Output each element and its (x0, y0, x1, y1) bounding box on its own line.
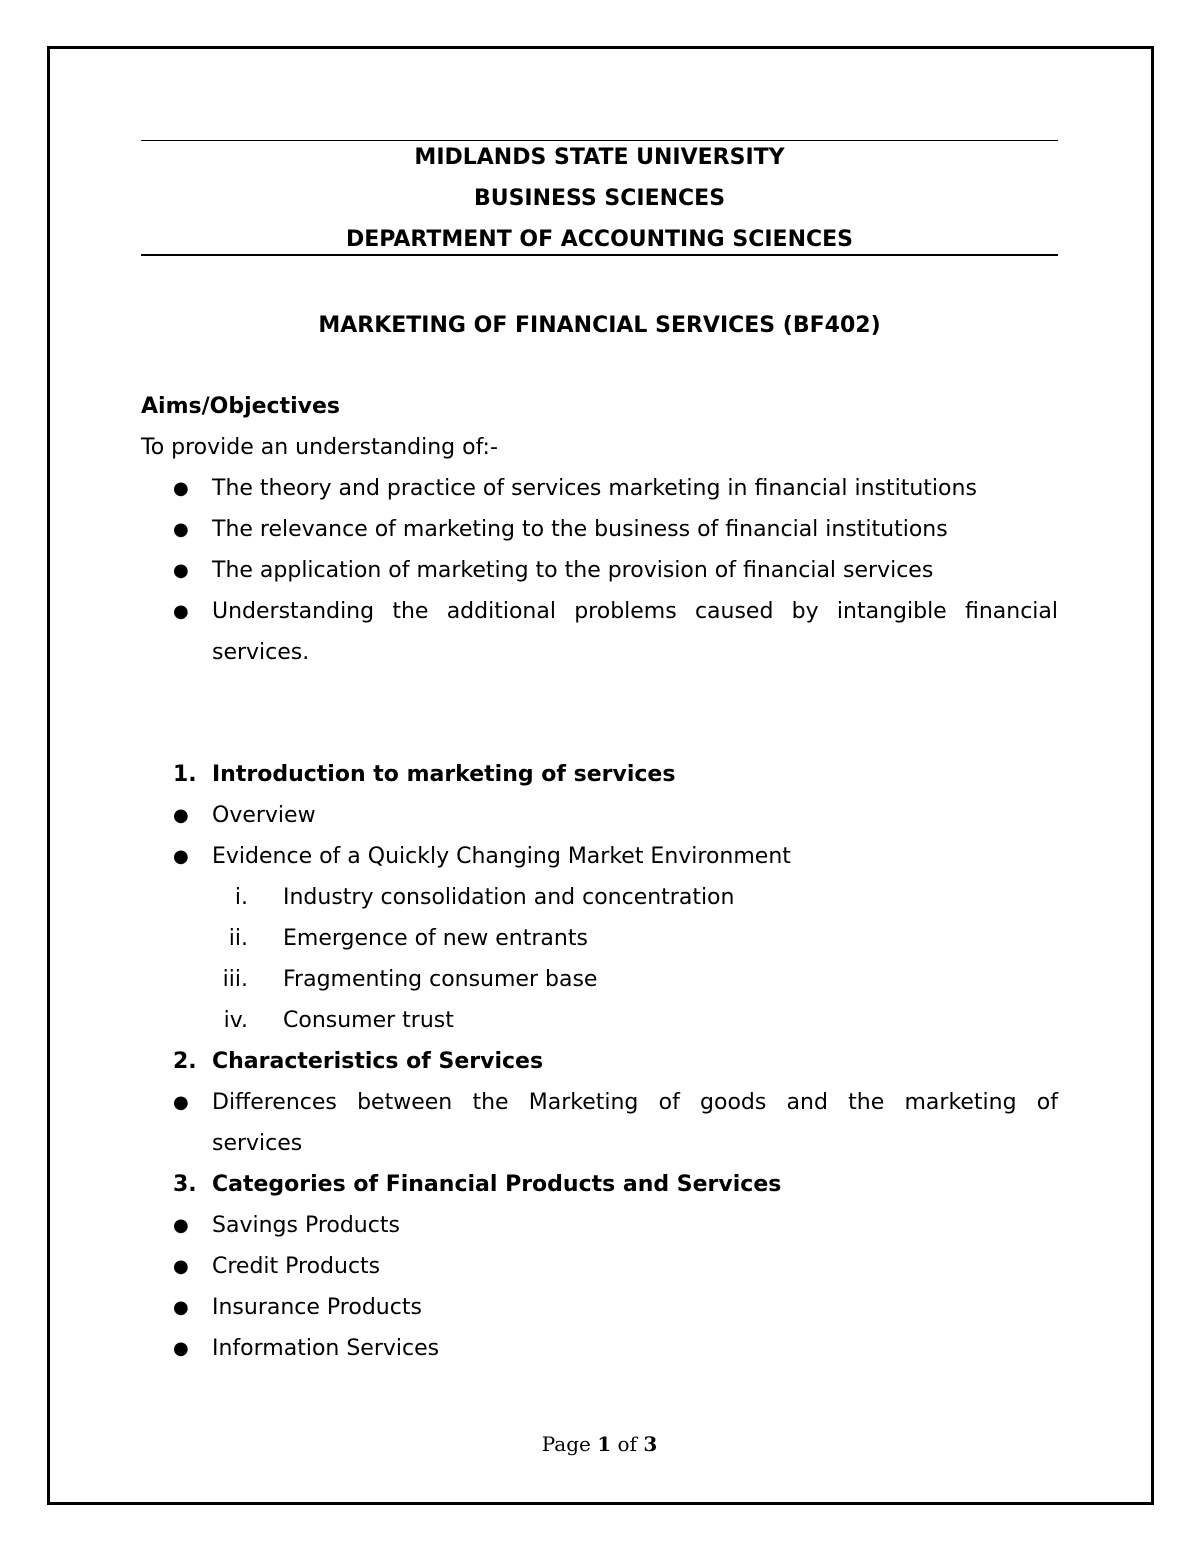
bullet-icon: ● (173, 601, 189, 622)
bullet-icon: ● (173, 1338, 189, 1359)
list-item: Credit Products (212, 1254, 381, 1279)
roman-numeral: i. (234, 885, 248, 910)
list-item: The relevance of marketing to the business of financial institutions (212, 517, 948, 542)
list-item-continuation: services (212, 1131, 303, 1156)
list-item: The theory and practice of services marketing in financial institutions (212, 476, 977, 501)
university-name: MIDLANDS STATE UNIVERSITY (414, 145, 785, 170)
bullet-icon: ● (173, 519, 189, 540)
section-title: Characteristics of Services (212, 1049, 544, 1074)
bullet-icon: ● (173, 1092, 189, 1113)
section-number: 2. (173, 1049, 197, 1074)
header-bottom-rule (141, 254, 1058, 256)
page-label: Page (541, 1432, 591, 1456)
bullet-icon: ● (173, 1297, 189, 1318)
list-item: Evidence of a Quickly Changing Market Environment (212, 844, 791, 869)
course-title: MARKETING OF FINANCIAL SERVICES (BF402) (318, 313, 881, 338)
list-item: Insurance Products (212, 1295, 422, 1320)
list-item: Information Services (212, 1336, 440, 1361)
sub-list-item: Consumer trust (283, 1008, 454, 1033)
bullet-icon: ● (173, 560, 189, 581)
list-item-continuation: services. (212, 640, 310, 665)
roman-numeral: iii. (222, 967, 248, 992)
sub-list-item: Industry consolidation and concentration (283, 885, 735, 910)
section-title: Categories of Financial Products and Services (212, 1172, 782, 1197)
department-name: DEPARTMENT OF ACCOUNTING SCIENCES (345, 227, 854, 252)
list-item: Overview (212, 803, 316, 828)
sub-list-item: Emergence of new entrants (283, 926, 588, 951)
section-number: 1. (173, 762, 197, 787)
page-current: 1 (597, 1432, 612, 1456)
bullet-icon: ● (173, 846, 189, 867)
section-number: 3. (173, 1172, 197, 1197)
of-label: of (617, 1432, 637, 1456)
list-item: Understanding the additional problems caused by intangible financial (212, 599, 1058, 624)
section-title: Introduction to marketing of services (212, 762, 676, 787)
page-footer (141, 1429, 1058, 1459)
aims-heading: Aims/Objectives (141, 394, 340, 419)
list-item: Differences between the Marketing of goods and the marketing of (212, 1090, 1058, 1115)
page-total: 3 (643, 1432, 658, 1456)
faculty-name: BUSINESS SCIENCES (473, 186, 726, 211)
aims-intro: To provide an understanding of:- (141, 435, 498, 460)
bullet-icon: ● (173, 805, 189, 826)
header-top-rule (141, 140, 1058, 141)
roman-numeral: iv. (223, 1008, 248, 1033)
list-item: Savings Products (212, 1213, 400, 1238)
roman-numeral: ii. (228, 926, 248, 951)
list-item: The application of marketing to the provision of financial services (212, 558, 934, 583)
bullet-icon: ● (173, 1215, 189, 1236)
sub-list-item: Fragmenting consumer base (283, 967, 598, 992)
bullet-icon: ● (173, 1256, 189, 1277)
bullet-icon: ● (173, 478, 189, 499)
